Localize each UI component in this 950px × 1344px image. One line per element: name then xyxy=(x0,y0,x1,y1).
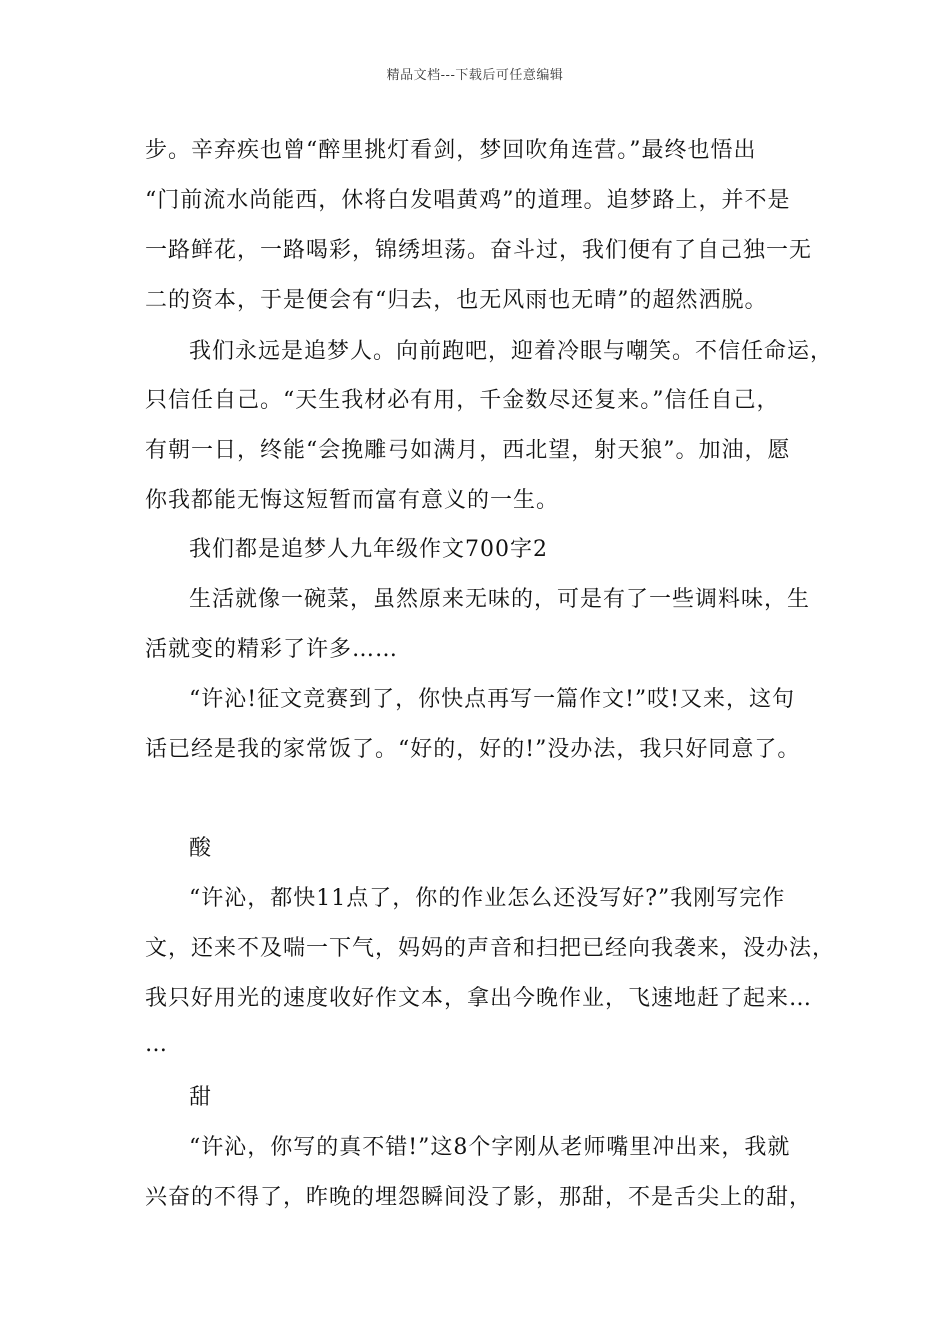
text-line: 我们永远是追梦人。向前跑吧，迎着冷眼与嘲笑。不信任命运， xyxy=(189,339,834,364)
text-line: 二的资本，于是便会有“归去，也无风雨也无晴”的超然洒脱。 xyxy=(145,288,768,313)
page-header: 精品文档---下载后可任意编辑 xyxy=(386,68,564,83)
text-line: “许沁!征文竞赛到了，你快点再写一篇作文!”哎!又来，这句 xyxy=(189,687,796,712)
text-line: 我只好用光的速度收好作文本，拿出今晚作业，飞速地赶了起来… xyxy=(145,986,813,1011)
text-line: 生活就像一碗菜，虽然原来无味的，可是有了一些调料味，生 xyxy=(189,587,811,612)
text-line: 只信任自己。“天生我材必有用，千金数尽还复来。”信任自己， xyxy=(145,388,780,413)
section-title: 我们都是追梦人九年级作文700字2 xyxy=(189,537,548,562)
text-line: 一路鲜花，一路喝彩，锦绣坦荡。奋斗过，我们便有了自己独一无 xyxy=(145,238,813,263)
text-line: … xyxy=(145,1032,168,1057)
text-line: 活就变的精彩了许多…… xyxy=(145,637,399,662)
text-line: 兴奋的不得了，昨晚的埋怨瞬间没了影，那甜，不是舌尖上的甜， xyxy=(145,1185,813,1210)
subheading: 甜 xyxy=(189,1085,213,1110)
text-line: “许沁，你写的真不错!”这8个字刚从老师嘴里冲出来，我就 xyxy=(189,1135,791,1160)
text-line: 话已经是我的家常饭了。“好的，好的!”没办法，我只好同意了。 xyxy=(145,737,801,762)
text-line: “许沁，都快11点了，你的作业怎么还没写好?”我刚写完作 xyxy=(189,886,786,911)
text-line: 你我都能无悔这短暂而富有意义的一生。 xyxy=(145,488,560,513)
text-line: 有朝一日，终能“会挽雕弓如满月，西北望，射天狼”。加油，愿 xyxy=(145,438,791,463)
text-line: “门前流水尚能西，休将白发唱黄鸡”的道理。追梦路上，并不是 xyxy=(145,188,791,213)
text-line: 文，还来不及喘一下气，妈妈的声音和扫把已经向我袭来，没办法， xyxy=(145,936,836,961)
text-line: 步。辛弃疾也曾“醉里挑灯看剑，梦回吹角连营。”最终也悟出 xyxy=(145,138,757,163)
subheading: 酸 xyxy=(189,836,213,861)
